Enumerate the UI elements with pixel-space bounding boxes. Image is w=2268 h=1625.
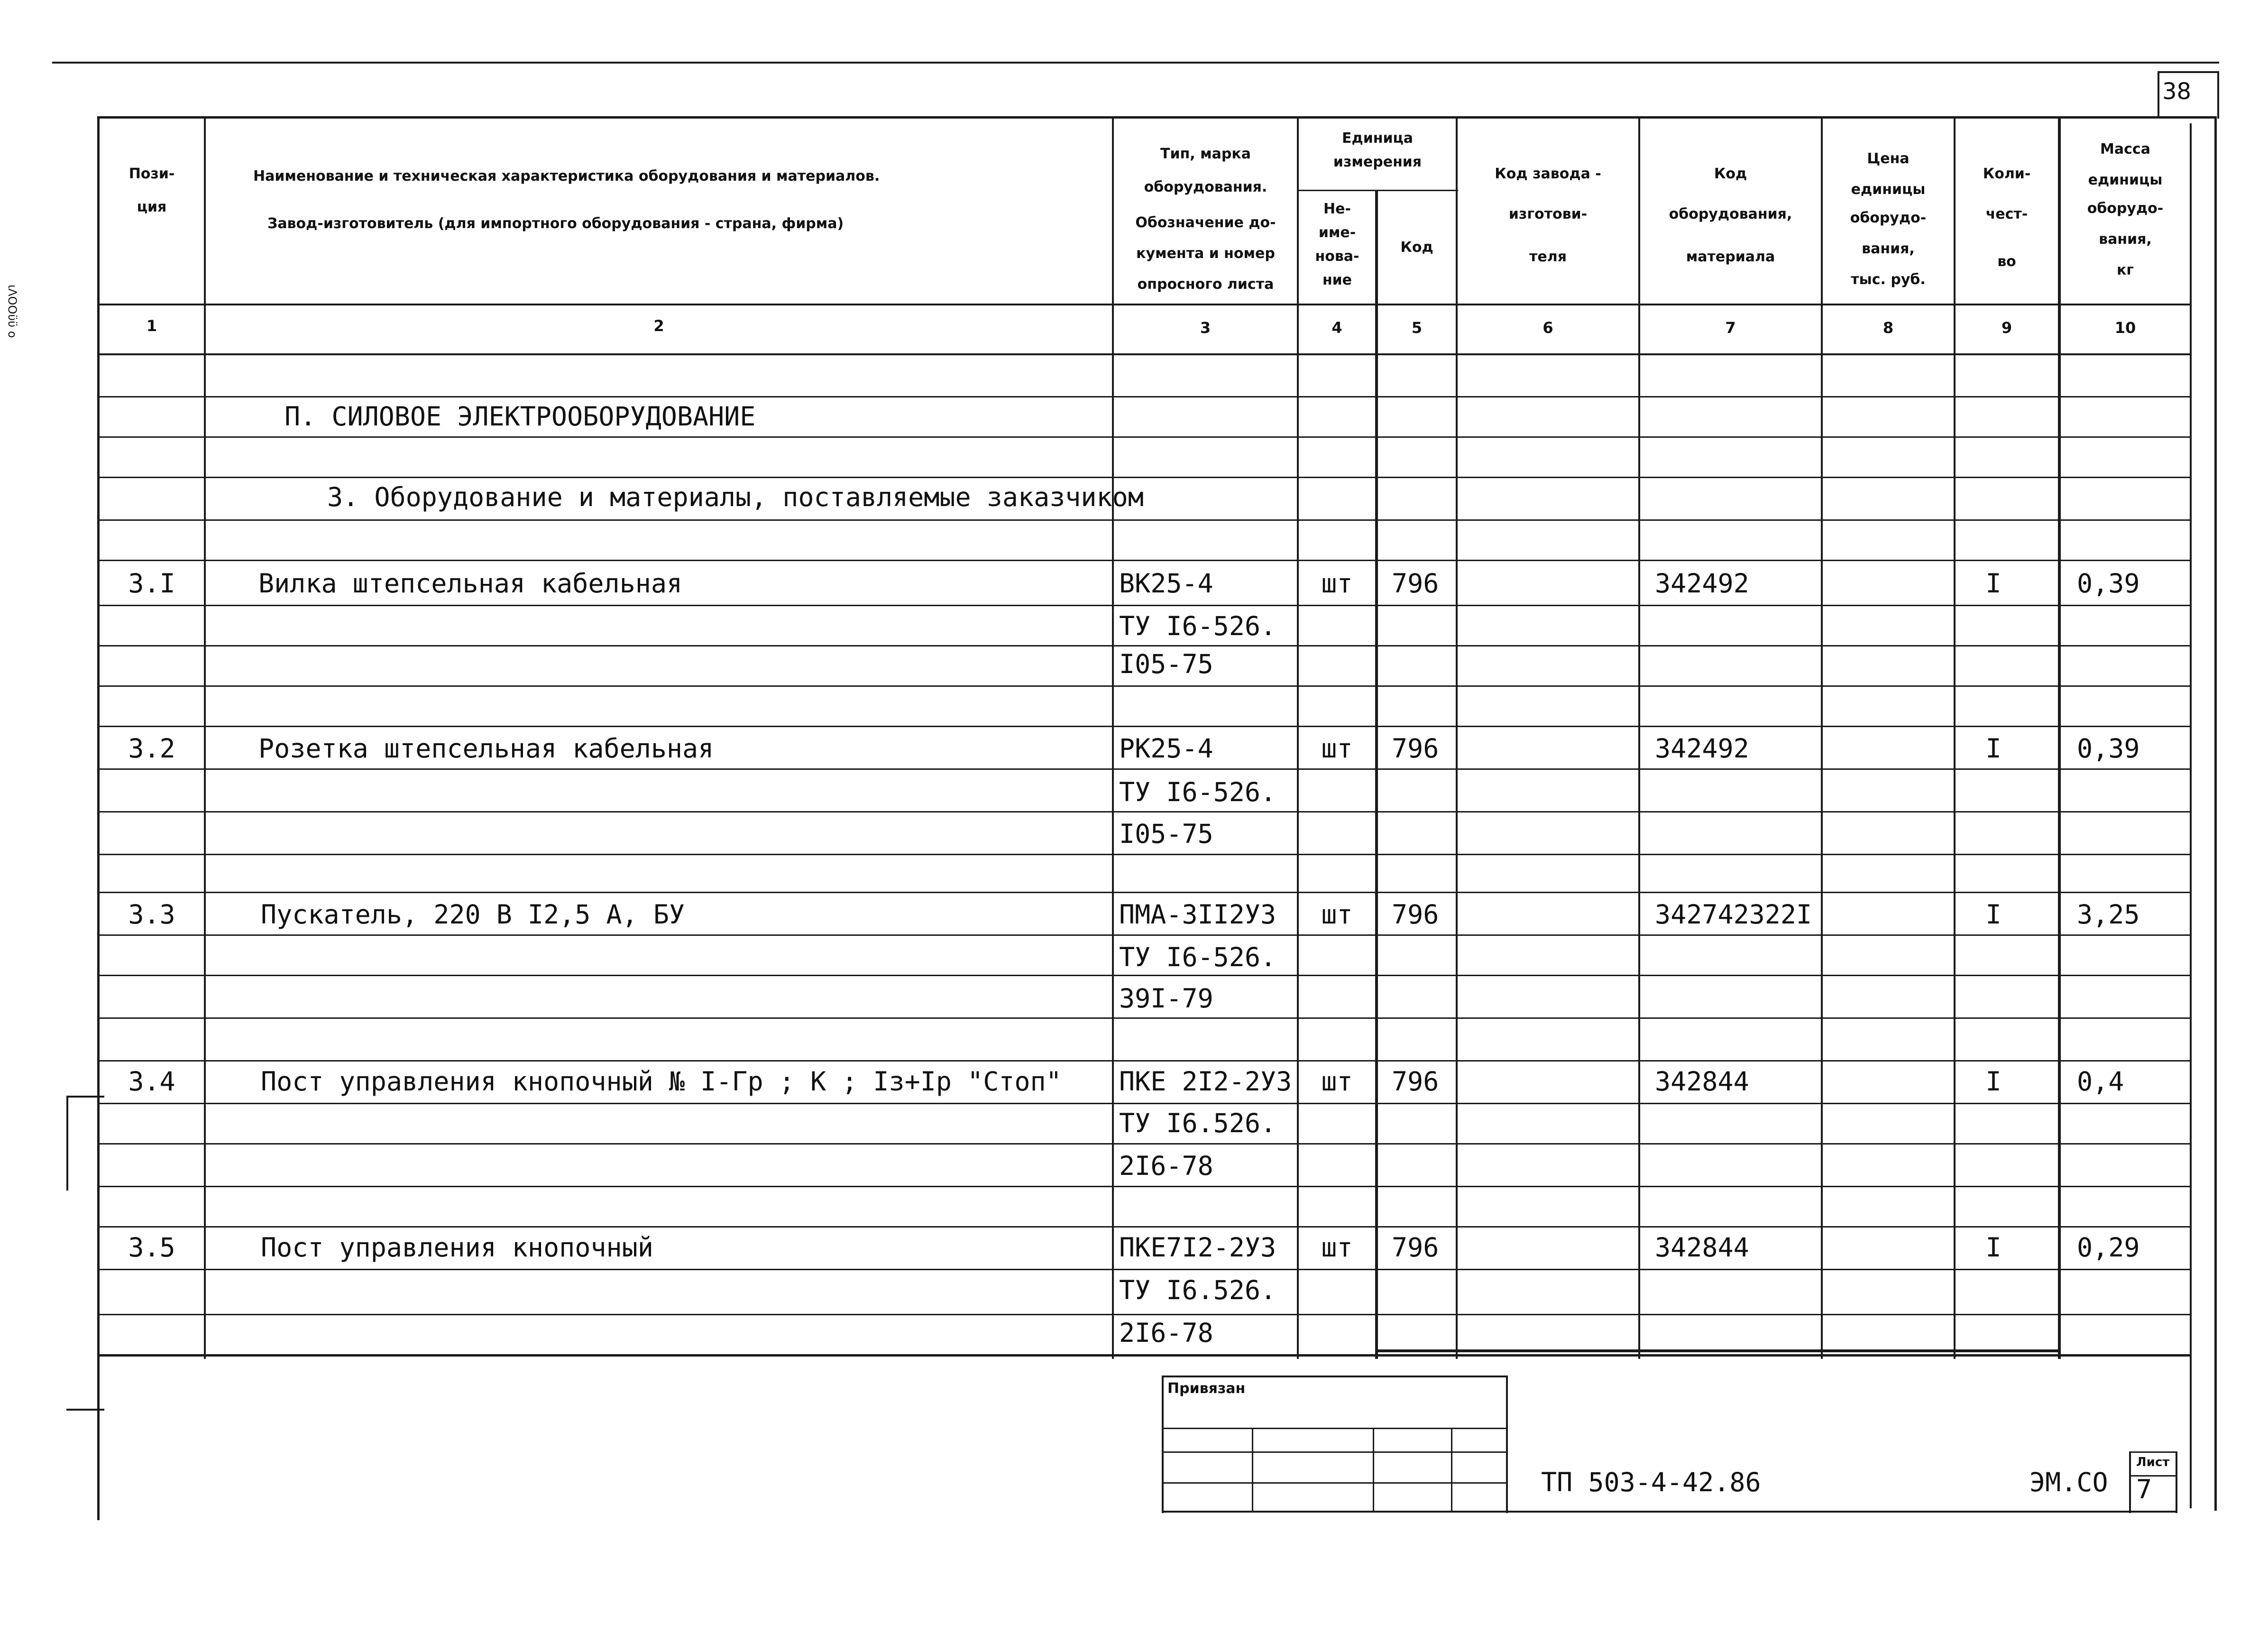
column-number: 2 [653,317,664,335]
header-col10-line: оборудо- [2087,200,2164,217]
item-type: 2I6-78 [1119,1318,1213,1348]
stamp-sheet-label: Лист [2136,1455,2170,1469]
row-line [97,477,2191,478]
column-number: 8 [1882,319,1894,337]
item-type: ПМА-3II2У3 [1119,899,1276,930]
item-position: 3.I [128,568,175,599]
item-type: 2I6-78 [1119,1151,1213,1181]
row-line [97,519,2191,521]
col-line-9 [2058,116,2061,1359]
header-col9-line: чест- [1985,206,2028,222]
row-line [97,726,2191,727]
item-unit-code: 796 [1392,733,1439,764]
item-type: РК25-4 [1119,733,1213,764]
side-mark: ιΛΟΟϋϋ ο [6,285,19,338]
sheet-box-left [2158,71,2159,119]
header-col7-line: материала [1686,249,1775,265]
header-unit-line: измерения [1333,154,1422,170]
item-qty: I [1985,1232,2002,1263]
table-bottom-bold [1375,1349,2060,1352]
item-type: ТУ I6-526. [1119,611,1276,641]
header-col9-line: во [1997,253,2016,270]
item-unit: шт [1321,733,1353,764]
row-line [97,605,2191,606]
item-mass: 3,25 [2077,899,2140,930]
header-unit-line: Единица [1342,130,1413,147]
stamp-col [1252,1428,1253,1511]
col-line-4 [1375,190,1378,1359]
item-type: ПКЕ7I2-2У3 [1119,1232,1276,1263]
row-line [97,1103,2191,1104]
column-number: 6 [1543,319,1553,337]
item-type: ТУ I6-526. [1119,777,1276,807]
binding-mark-2 [66,1096,68,1191]
section-title: П. СИЛОВОЕ ЭЛЕКТРООБОРУДОВАНИЕ [285,401,756,432]
stamp-box-right [1506,1376,1508,1513]
row-line [97,1269,2191,1270]
header-col2-line: Завод-изготовитель (для импортного оборудования - страна, фирма) [267,215,844,232]
row-line [97,685,2191,687]
subsection-title: 3. Оборудование и материалы, поставляемые заказчиком [327,482,1144,512]
header-col7-line: оборудования, [1669,206,1792,222]
item-type: 39I-79 [1119,983,1213,1014]
item-type: ТУ I6.526. [1119,1108,1276,1138]
sheet-cell-right [2176,1451,2177,1513]
stamp-bound-label: Привязан [1167,1380,1246,1397]
item-unit: шт [1321,568,1353,599]
sheet-top-number: 38 [2162,78,2192,105]
item-position: 3.2 [128,733,175,764]
row-line [97,436,2191,438]
item-type: I05-75 [1119,819,1213,849]
header-col10-line: единицы [2088,172,2163,188]
header-col3-line: Тип, марка [1160,146,1251,162]
stamp-doc-number: ТП 503-4-42.86 [1541,1467,1761,1497]
row-line [97,560,2191,561]
item-qty: I [1985,733,2002,764]
header-col3-line: опросного листа [1137,276,1274,293]
header-col4-line: Не- [1323,201,1351,217]
stamp-col [1373,1428,1374,1511]
stamp-row [1162,1511,2176,1513]
row-line [97,1143,2191,1145]
col-line-7 [1821,116,1823,1359]
stamp-sheet-number: 7 [2136,1474,2152,1505]
row-line [97,1060,2191,1062]
row-line [97,854,2191,855]
col-line-6 [1638,116,1640,1359]
header-col9-line: Коли- [1983,166,2031,182]
row-line [97,934,2191,936]
stamp-row [1162,1482,1508,1484]
row-line [97,645,2191,646]
col-line-1 [204,116,206,1359]
item-type: I05-75 [1119,649,1213,679]
header-col6-line: Код завода - [1495,166,1601,182]
row-line [97,1186,2191,1187]
item-equip-code: 342492 [1655,568,1749,599]
row-line [97,1314,2191,1315]
row-line [97,1017,2191,1019]
header-col10-line: вания, [2099,231,2152,248]
frame-top [97,116,2217,119]
stamp-box-left [1162,1376,1164,1513]
item-name: Пост управления кнопочный [261,1232,653,1263]
item-qty: I [1985,568,2002,599]
header-col4-line: ние [1322,272,1352,288]
item-qty: I [1985,899,2002,930]
row-line [97,811,2191,812]
header-col6-line: теля [1529,249,1567,265]
stamp-doc-code: ЭМ.СО [2029,1467,2108,1497]
header-col1-line: Пози- [129,166,175,182]
header-col8-line: вания, [1862,240,1915,257]
item-name: Пост управления кнопочный № I-Гр ; К ; Iз+Iр "Стоп" [261,1066,1062,1097]
item-equip-code: 342492 [1655,733,1749,764]
item-type: ПКЕ 2I2-2У3 [1119,1066,1292,1097]
header-col4-line: нова- [1315,248,1359,265]
column-number: 4 [1331,319,1342,337]
item-unit: шт [1321,1232,1353,1263]
item-mass: 0,4 [2077,1066,2124,1097]
header-col7-line: Код [1714,166,1747,182]
item-mass: 0,29 [2077,1232,2140,1263]
header-bottom [97,304,2191,305]
item-name: Пускатель, 220 В I2,5 А, БУ [261,899,685,930]
header-col8-line: Цена [1867,150,1910,167]
header-col10-line: Масса [2100,141,2150,157]
item-unit-code: 796 [1392,899,1439,930]
colnum-bottom [97,353,2191,355]
item-type: ВК25-4 [1119,568,1213,599]
item-mass: 0,39 [2077,568,2140,599]
header-col8-line: единицы [1851,181,1926,198]
header-col8-line: тыс. руб. [1851,271,1926,288]
column-number: 1 [146,317,157,335]
item-position: 3.3 [128,899,175,930]
item-type: ТУ I6-526. [1119,942,1276,972]
stamp-row [1162,1428,1508,1429]
item-equip-code: 342742322I [1655,899,1812,930]
stamp-box-top [1162,1376,1508,1377]
sheet-cell-left [2129,1451,2131,1513]
col-line-2 [1112,116,1114,1359]
col-line-5 [1456,116,1458,1359]
header-col1-line: ция [137,199,167,215]
item-unit-code: 796 [1392,1066,1439,1097]
header-col10-line: кг [2116,262,2134,278]
item-mass: 0,39 [2077,733,2140,764]
sheet-cell-top [2129,1451,2176,1453]
column-number: 7 [1725,319,1736,337]
item-position: 3.5 [128,1232,175,1263]
column-number: 5 [1411,319,1423,337]
item-equip-code: 342844 [1655,1066,1749,1097]
header-col2-line: Наименование и техническая характеристика оборудования и материалов. [253,168,880,185]
header-col3-line: кумента и номер [1136,245,1275,262]
item-name: Розетка штепсельная кабельная [258,733,714,764]
column-number: 10 [2114,319,2136,337]
item-type: ТУ I6.526. [1119,1275,1276,1305]
header-col3-line: Обозначение до- [1135,214,1276,231]
item-name: Вилка штепсельная кабельная [258,568,683,599]
stamp-col [1451,1428,1452,1511]
row-line [97,892,2191,893]
row-line [97,1226,2191,1228]
header-col6-line: изготови- [1508,206,1588,222]
item-unit: шт [1321,1066,1353,1097]
item-position: 3.4 [128,1066,175,1097]
row-line [97,396,2191,397]
header-col5: Код [1400,239,1433,256]
item-unit-code: 796 [1392,568,1439,599]
sheet-box-right [2217,71,2219,119]
item-equip-code: 342844 [1655,1232,1749,1263]
item-unit-code: 796 [1392,1232,1439,1263]
stamp-row [1162,1451,1508,1453]
sheet-box-top [2158,71,2219,73]
column-number: 3 [1200,319,1211,337]
item-qty: I [1985,1066,2002,1097]
header-col4-line: име- [1318,224,1356,241]
row-line [97,768,2191,770]
page-top-rule [52,62,2219,64]
table-bottom [97,1354,2191,1357]
column-number: 9 [2001,319,2012,337]
header-col8-line: оборудо- [1850,210,1927,226]
row-line [97,975,2191,976]
item-unit: шт [1321,899,1353,930]
frame-right [2214,116,2217,1511]
frame-right-inner [2190,123,2192,1508]
header-col3-line: оборудования. [1144,179,1267,195]
